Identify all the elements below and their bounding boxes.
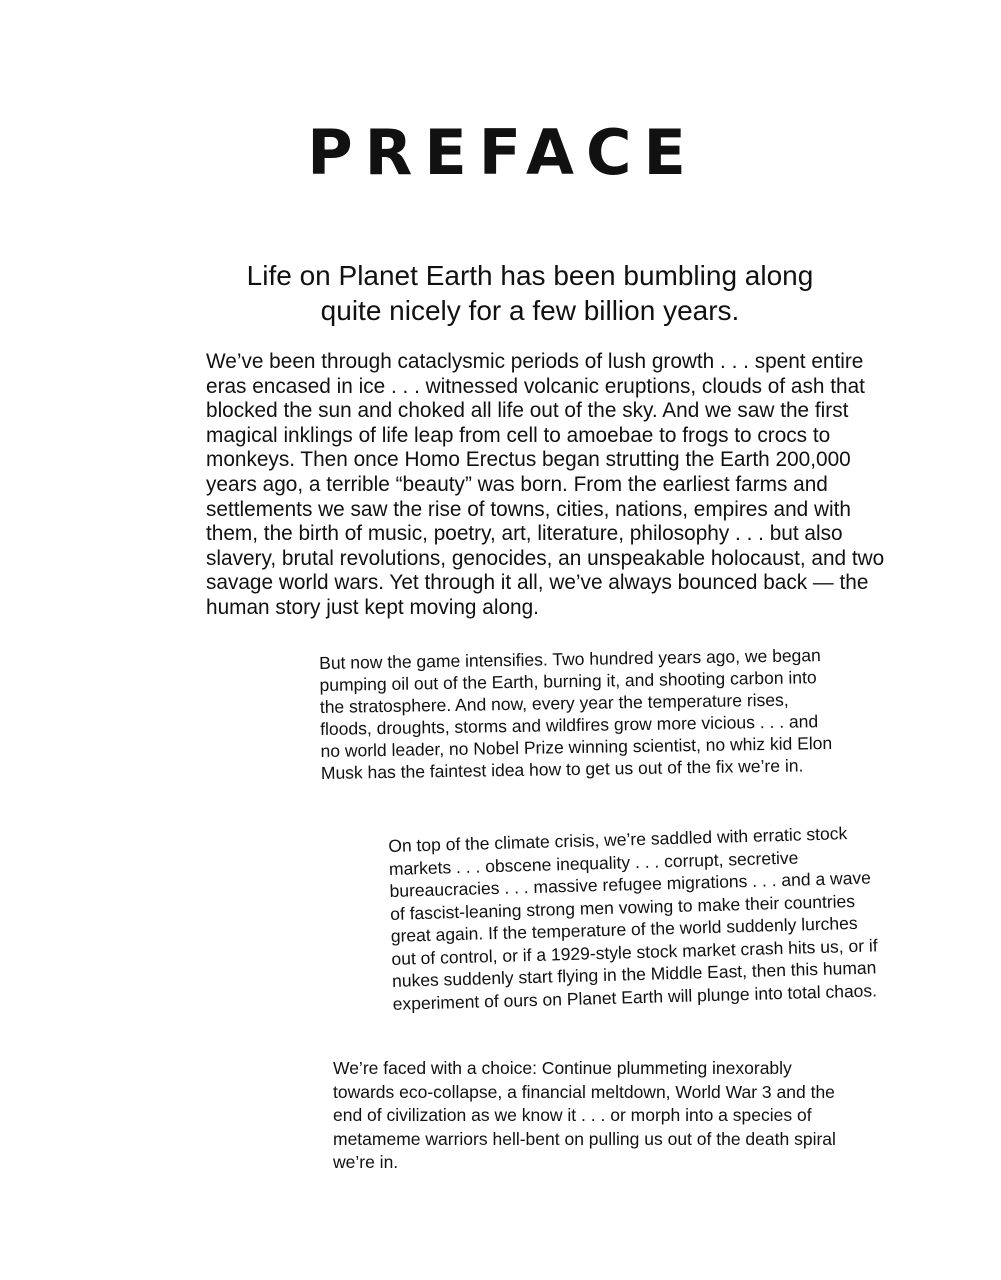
lede-paragraph: Life on Planet Earth has been bumbling along quite nicely for a few billion years.: [246, 260, 814, 326]
body-paragraph-1: We’ve been through cataclysmic periods of lush growth . . . spent entire eras encased in ice . . . witnessed volcanic eruptions, clouds of ash that blocked the sun and choked all life out of the sky. And we saw the first magical inklings of life leap from cell to amoebae to frogs to crocs to monkeys. Then once Homo Erectus began strutting the Earth 200,000 years ago, a terrible “beauty” was born. From the earliest farms and settlements we saw the rise of towns, cities, nations, empires and with them, the birth of music, poetry, art, literature, philosophy . . . but also slavery, brutal revolutions, genocides, an unspeakable holocaust, and two savage world wars. Yet through it all, we’ve always bounced back — the human story just kept moving along.: [206, 350, 885, 619]
body-paragraph-4: We’re faced with a choice: Continue plummeting inexorably towards eco-collapse, a financial meltdown, World War 3 and the end of civilization as we know it . . . or morph into a species of metameme warriors hell-bent on pulling us out of the death spiral we’re in.: [333, 1058, 836, 1172]
body-paragraph-2: But now the game intensifies. Two hundred years ago, we began pumping oil out of the Earth, burning it, and shooting carbon into the stratosphere. And now, every year the temperature rises, floods, droughts, storms and wildfires grow more vicious . . . and no world leader, no Nobel Prize winning scientist, no whiz kid Elon Musk has the faintest idea how to get us out of the fix we’re in.: [319, 645, 833, 784]
body-paragraph-3: On top of the climate crisis, we’re saddled with erratic stock markets . . . obscene inequality . . . corrupt, secretive bureaucracies . . . massive refugee migrations . . . and a wave of fascist-leaning strong men vowing to make their countries great again. If the temperature of the world suddenly lurches out of control, or if a 1929-style stock market crash hits us, or if nukes suddenly start flying in the Middle East, then this human experiment of ours on Planet Earth will plunge into total chaos.: [388, 823, 878, 1014]
page-title: PREFACE: [307, 116, 698, 189]
